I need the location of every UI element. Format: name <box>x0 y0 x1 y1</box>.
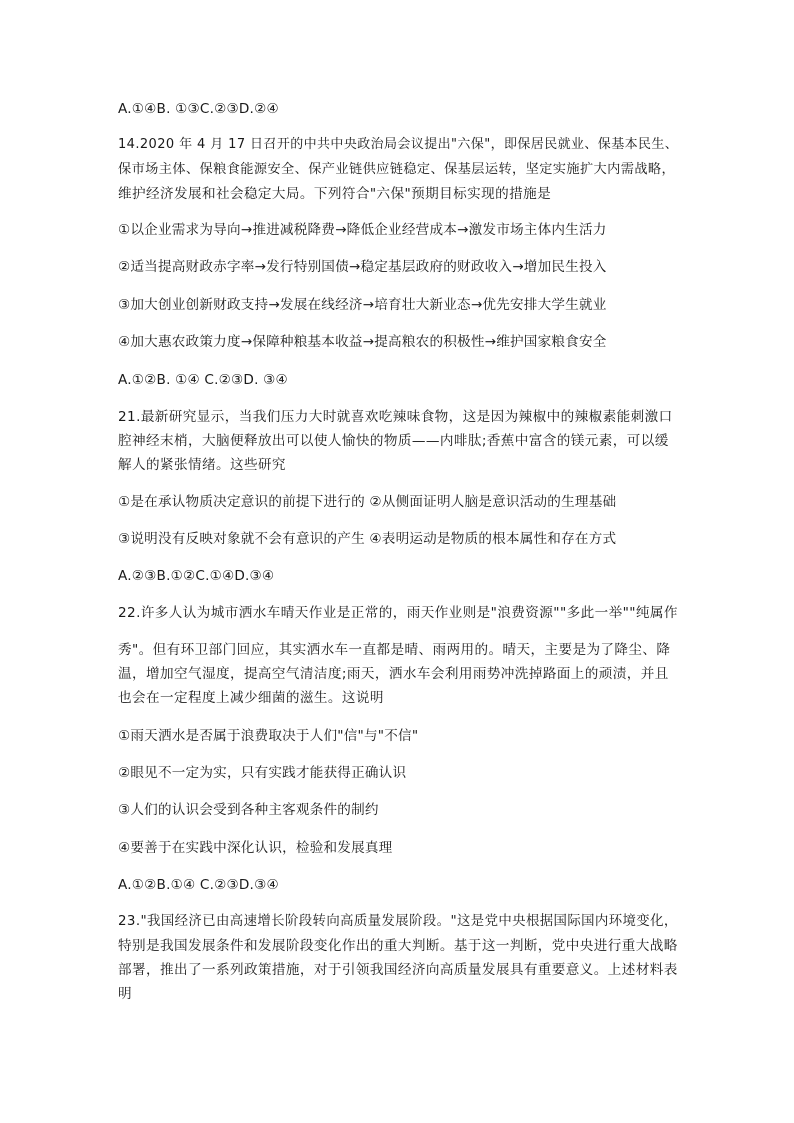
question-23-stem-line: 特别是我国发展条件和发展阶段变化作出的重大判断。基于这一判断，党中央进行重大战略 <box>118 938 678 954</box>
question-22-stem-line: 秀"。但有环卫部门回应，其实洒水车一直都是晴、雨两用的。晴天，主要是为了降尘、降 <box>118 642 671 658</box>
question-23-stem-line: 明 <box>118 986 132 1002</box>
question-14-option: ④加大惠农政策力度→保障种粮基本收益→提高粮农的积极性→维护国家粮食安全 <box>118 334 607 350</box>
question-21-stem-line: 21.最新研究显示，当我们压力大时就喜欢吃辣味食物，这是因为辣椒中的辣椒素能刺激口 <box>118 409 673 425</box>
question-22-stem-line: 22.许多人认为城市洒水车晴天作业是正常的，雨天作业则是"浪费资源""多此一举""纯属作 <box>118 605 678 621</box>
question-14-option: ③加大创业创新财政支持→发展在线经济→培育壮大新业态→优先安排大学生就业 <box>118 297 607 313</box>
question-23-stem-line: 23."我国经济已由高速增长阶段转向高质量发展阶段。"这是党中央根据国际国内环境变化， <box>118 914 678 929</box>
question-14-option: ②适当提高财政赤字率→发行特别国债→稳定基层政府的财政收入→增加民生投入 <box>118 259 607 275</box>
question-21-stem-line: 解人的紧张情绪。这些研究 <box>118 457 286 473</box>
question-22-stem-line: 也会在一定程度上减少细菌的滋生。这说明 <box>118 690 384 706</box>
question-14-answer-choices: A.①②B. ①④ C.②③D. ③④ <box>118 372 288 388</box>
question-21-answer-choices: A.②③B.①②C.①④D.③④ <box>118 568 275 584</box>
question-14-option: ①以企业需求为导向→推进减税降费→降低企业经营成本→激发市场主体内生活力 <box>118 222 607 238</box>
question-22-option: ①雨天洒水是否属于浪费取决于人们"信"与"不信" <box>118 728 419 744</box>
question-14-stem-line: 维护经济发展和社会稳定大局。下列符合"六保"预期目标实现的措施是 <box>118 186 552 202</box>
question-22-answer-choices: A.①②B.①④ C.②③D.③④ <box>118 877 279 893</box>
question-22-stem-line: 温，增加空气湿度，提高空气清洁度;雨天，洒水车会利用雨势冲洗掉路面上的顽渍，并且 <box>118 666 669 682</box>
question-14-stem-line: 14.2020 年 4 月 17 日召开的中共中央政治局会议提出"六保"，即保居民就业、保基本民生、 <box>118 137 679 152</box>
question-21-stem-line: 腔神经末梢，大脑便释放出可以使人愉快的物质——内啡肽;香蕉中富含的镁元素，可以缓 <box>118 433 669 449</box>
question-14-stem-line: 保市场主体、保粮食能源安全、保产业链供应链稳定、保基层运转，坚定实施扩大内需战略， <box>118 162 676 177</box>
question-23-stem-line: 部署，推出了一系列政策措施，对于引领我国经济向高质量发展具有重要意义。上述材料表 <box>118 962 678 978</box>
question-22-option: ④要善于在实践中深化认识，检验和发展真理 <box>118 840 393 856</box>
question-22-option: ③人们的认识会受到各种主客观条件的制约 <box>118 802 379 818</box>
question-22-option: ②眼见不一定为实，只有实践才能获得正确认识 <box>118 765 407 781</box>
question-21-option: ③说明没有反映对象就不会有意识的产生 ④表明运动是物质的根本属性和存在方式 <box>118 531 617 547</box>
question-21-option: ①是在承认物质决定意识的前提下进行的 ②从侧面证明人脑是意识活动的生理基础 <box>118 494 617 510</box>
previous-answer-choices: A.①④B. ①③C.②③D.②④ <box>118 101 279 117</box>
